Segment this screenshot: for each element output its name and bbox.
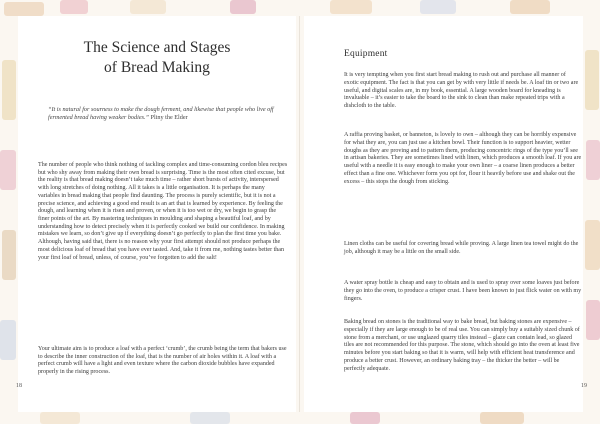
body-paragraph: Linen cloths can be useful for covering bread while proving. A large linen tea towel might do the job, although it may be a little on the small side. xyxy=(344,241,579,255)
body-paragraph: A water spray bottle is cheap and easy to obtain and is used to spray over some loaves just before they go into the oven, to produce a crisper crust. I have been known to just flick water on with my fingers. xyxy=(344,280,582,302)
jar-illustration xyxy=(0,150,16,190)
jam-jar-illustration xyxy=(350,412,380,424)
chapter-title xyxy=(28,38,286,78)
jam-jar-illustration xyxy=(230,0,256,14)
jar-illustration xyxy=(60,0,88,14)
epigraph-author: Pliny the Elder xyxy=(150,114,188,122)
title-line-2: of Bread Making xyxy=(104,59,210,76)
jar-illustration xyxy=(586,300,600,340)
bread-loaf-illustration xyxy=(585,220,600,270)
bread-slice-illustration xyxy=(40,412,80,424)
section-heading: Equipment xyxy=(344,49,388,59)
bread-loaf-illustration xyxy=(330,0,372,14)
body-paragraph: A raffia proving basket, or banneton, is lovely to own – although they can be horribly expensive for what they are, you can just use a kitchen bowl. Their function is to support heavier, wetter doughs as they are proving and to pattern them, producing concentric rings of the type you’ll see in artisan bakeries. They are sometimes lined with linen, which produces a smooth loaf. If you are useful with a needle it is easy enough to make your own liner – a coarse linen produces a better effect than a fine one. Whichever form you opt for, flour it heavily before use and shake out the excess – this stops the dough from sticking. xyxy=(344,132,582,185)
bread-loaf-illustration xyxy=(480,412,524,424)
body-paragraph: Your ultimate aim is to produce a loaf with a perfect ‘crumb’, the crumb being the term that bakers use to describe the inner construction of the loaf, that is the number of air holes within it. A loaf with a perfect crumb will have a light and even texture where the carbon dioxide bubbles have expanded properly in the rising process. xyxy=(38,346,287,376)
bowl-illustration xyxy=(0,320,16,360)
body-paragraph: The number of people who think nothing of tackling complex and time-consuming cordon bleu recipes but who shy away from making their own bread is surprising. Time is the most often cited excuse, but the reality is that bread making doesn’t take much time – rather short bursts of activity, interspersed with long stretches of doing nothing. All it takes is a little organisation. It is perhaps the many variables in bread making that people find daunting. The process is purely scientific, but it is not a precise science, and achieving a good end result is an art that is learned by experience. By feeling the dough, and learning when it is risen and proven, or when it is too wet or dry, we begin to grasp the finer points of the art. By mastering techniques in moulding and shaping a beautiful loaf, and by understanding how to detect precisely when it is perfectly cooked we build our confidence. In making mistakes we learn, so don’t give up if everything doesn’t go perfectly to plan the first time you bake. Although, having said that, there is no reason why your first attempt should not produce perhaps the most delicious loaf of bread that you have ever tasted. And, take it from me, nothing tastes better than your first loaf of bread, unless, of course, you’ve forgotten to add the salt! xyxy=(38,162,288,261)
body-paragraph: It is very tempting when you first start bread making to rush out and purchase all manner of exotic equipment. The fact is that you can get by with very little if needs be. A loaf tin or two are useful, and digital scales are, in my book, essential. A large wooden board for kneading is invaluable – it’s easier to take the board to the sink to clean than make repeated trips with a dishcloth to the table. xyxy=(344,72,579,109)
page-number-right: 19 xyxy=(581,383,587,389)
page-number-left: 18 xyxy=(16,383,22,389)
rolling-pin-illustration xyxy=(2,230,16,280)
wheat-illustration xyxy=(2,60,16,120)
title-line-1: The Science and Stages xyxy=(83,39,231,56)
left-page xyxy=(18,16,296,412)
epigraph xyxy=(48,106,280,122)
wheat-illustration xyxy=(585,50,599,110)
bowl-illustration xyxy=(190,412,230,424)
epigraph-quote: “It is natural for sourness to make the dough ferment, and likewise that people who live off fermented bread having weaker bodies.” xyxy=(48,106,274,122)
teapot-illustration xyxy=(420,0,456,14)
bread-slice-illustration xyxy=(130,0,166,14)
jam-jar-illustration xyxy=(586,140,600,180)
right-page xyxy=(304,16,583,412)
body-paragraph: Baking bread on stones is the traditional way to bake bread, but baking stones are expensive – especially if they are large enough to be of real use. You can simply buy a suitably sized chunk of stone from a merchant, or use unglazed quarry tiles instead – glaze can contain lead, so glazed tiles are not recommended for this purpose. The stone, which should go into the oven at least five minutes before you start baking so that it is warm, will help with efficient heat transference and produce a better crust. However, an ordinary baking tray – the thicker the better – will be perfectly adequate. xyxy=(344,319,580,372)
bread-roll-illustration xyxy=(510,0,550,14)
gutter-divider xyxy=(299,16,300,412)
bread-loaf-illustration xyxy=(4,2,44,16)
